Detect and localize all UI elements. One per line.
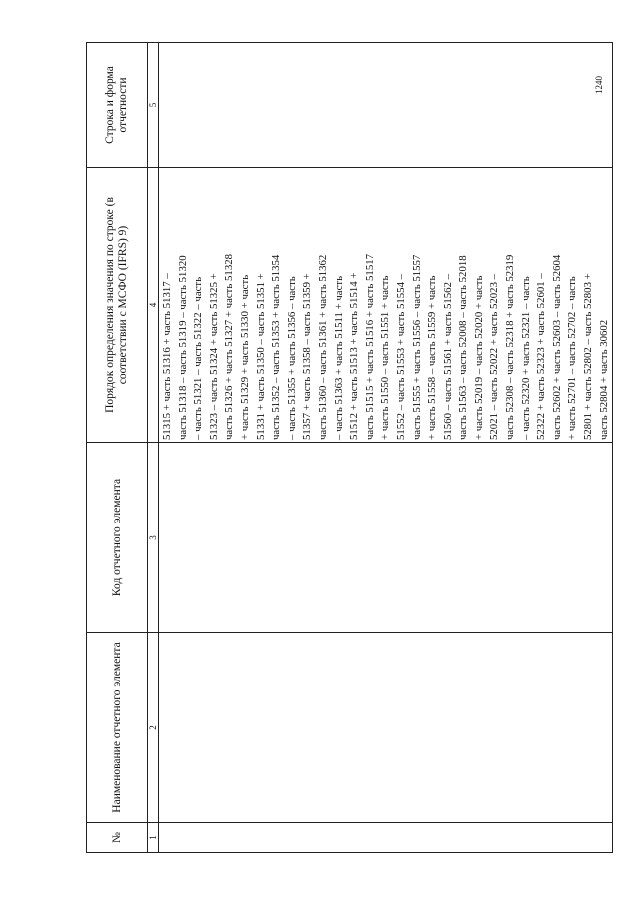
formula-text: 51315 + часть 51316 + часть 51317 – часть 51318 – часть 51319 – часть 51320 – часть 51321 – часть 51322 – часть 51323 – часть 51324 + часть 51325 + часть 51326 + часть 51327 + часть 51328 + часть 51329 + часть 51330 + часть 51331 + часть 51350 – часть 51351 + часть 51352 – часть 51353 + часть 51354 – часть 51355 + часть 51356 – часть 51357 + часть 51358 – часть 51359 + часть 51360 – часть 51361 + часть 51362 – часть 51363 + часть 51511 + часть 51512 + часть 51513 + часть 51514 + часть 51515 + часть 51516 + часть 51517 + часть 51550 – часть 51551 + часть 51552 – часть 51553 + часть 51554 – часть 51555 + часть 51556 – часть 51557 + часть 51558 – часть 51559 + часть 51560 – часть 51561 + часть 51562 – часть 51563 – часть 52008 – часть 52018 + часть 52019 – часть 52020 + часть 52021 – часть 52022 + часть 52023 – часть 52308 – часть 52318 + часть 52319 – часть 52320 + часть 52321 – часть 52322 + часть 52323 + часть 52601 – часть 52602 + часть 52603 – часть 52604 + часть 52701 – часть 52702 – часть 52801 + часть 52802 – часть 52803 + часть 52804 + часть 30602 (161, 253, 610, 440)
report-table (86, 42, 613, 853)
header-number: № (87, 823, 148, 853)
determination-order-cell (159, 168, 613, 443)
column-number: 2 (148, 633, 159, 823)
element-name-cell (159, 633, 613, 823)
page-number: 1240 (594, 76, 604, 94)
column-number: 5 (148, 43, 159, 168)
table-row (159, 43, 613, 853)
column-numbers-row (148, 43, 159, 853)
header-element-name: Наименование отчетного элемента (87, 633, 148, 823)
column-number: 1 (148, 823, 159, 853)
header-determination-order: Порядок определения значения по строке (в соответствии с МСФО (IFRS) 9) (87, 168, 148, 443)
column-number: 3 (148, 443, 159, 633)
row-number-cell (159, 823, 613, 853)
header-element-code: Код отчетного элемента (87, 443, 148, 633)
header-row (87, 43, 148, 853)
rotated-table-container (86, 43, 610, 853)
report-line-cell (159, 43, 613, 168)
header-report-line: Строка и форма отчетности (87, 43, 148, 168)
column-number: 4 (148, 168, 159, 443)
element-code-cell (159, 443, 613, 633)
